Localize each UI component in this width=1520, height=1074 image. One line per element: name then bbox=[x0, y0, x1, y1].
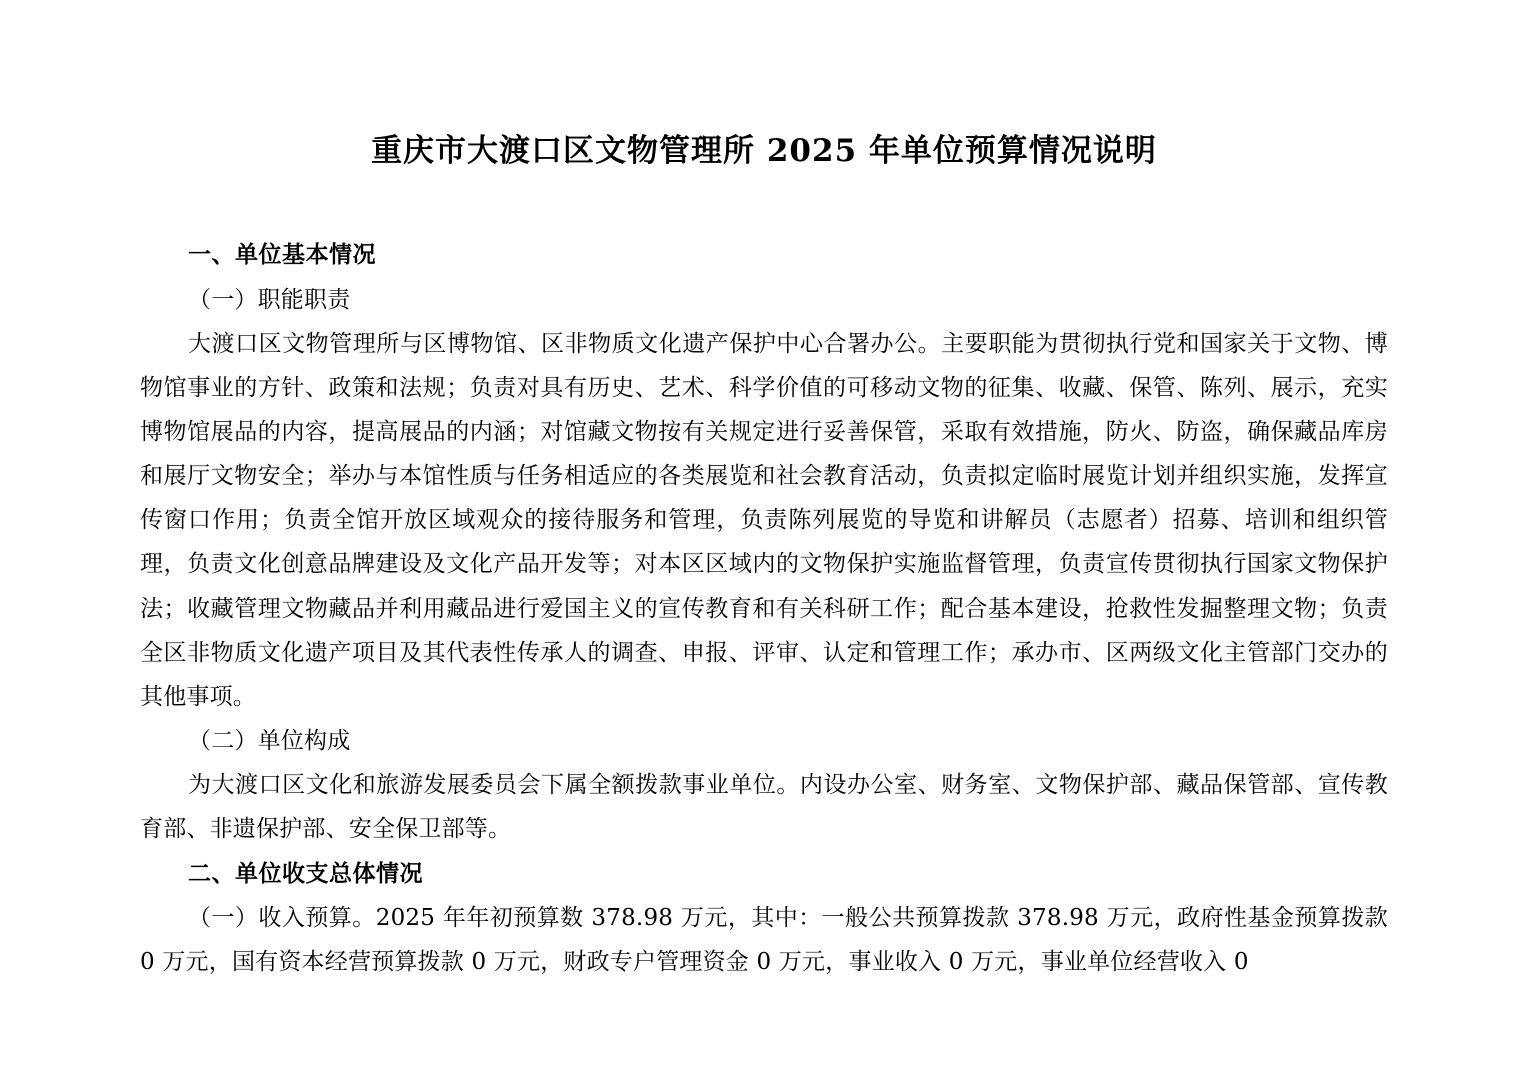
paragraph-unit-composition-body: 为大渡口区文化和旅游发展委员会下属全额拨款事业单位。内设办公室、财务室、文物保护部、藏品保管部、宣传教育部、非遗保护部、安全保卫部等。 bbox=[140, 772, 1388, 843]
page-title: 重庆市大渡口区文物管理所 2025 年单位预算情况说明 bbox=[371, 133, 1157, 169]
section-heading-unit-basic-info: 一、单位基本情况 bbox=[188, 242, 376, 269]
title-spacer bbox=[140, 173, 1388, 233]
section-heading-revenue-expenditure: 二、单位收支总体情况 bbox=[188, 860, 423, 887]
subsection-heading-unit-composition: （二）单位构成 bbox=[188, 728, 351, 755]
subsection-heading-duties: （一）职能职责 bbox=[188, 286, 351, 313]
paragraph-duties-body: 大渡口区文物管理所与区博物馆、区非物质文化遗产保护中心合署办公。主要职能为贯彻执行党和国家关于文物、博物馆事业的方针、政策和法规；负责对具有历史、艺术、科学价值的可移动文物的征集、收藏、保管、陈列、展示，充实博物馆展品的内容，提高展品的内涵；对馆藏文物按有关规定进行妥善保管，采取有效措施，防火、防盗，确保藏品库房和展厅文物安全；举办与本馆性质与任务相适应的各类展览和社会教育活动，负责拟定临时展览计划并组织实施，发挥宣传窗口作用；负责全馆开放区域观众的接待服务和管理，负责陈列展览的导览和讲解员（志愿者）招募、培训和组织管理，负责文化创意品牌建设及文化产品开发等；对本区区域内的文物保护实施监督管理，负责宣传贯彻执行国家文物保护法；收藏管理文物藏品并利用藏品进行爱国主义的宣传教育和有关科研工作；配合基本建设，抢救性发掘整理文物；负责全区非物质文化遗产项目及其代表性传承人的调查、申报、评审、认定和管理工作；承办市、区两级文化主管部门交办的其他事项。 bbox=[140, 330, 1388, 710]
paragraph-revenue-budget-body: （一）收入预算。2025 年年初预算数 378.98 万元，其中：一般公共预算拨款 378.98 万元，政府性基金预算拨款 0 万元，国有资本经营预算拨款 0 万元，财政专户管理资金 0 万元，事业收入 0 万元，事业单位经营收入 0 bbox=[140, 904, 1388, 975]
document-content bbox=[140, 0, 1388, 984]
